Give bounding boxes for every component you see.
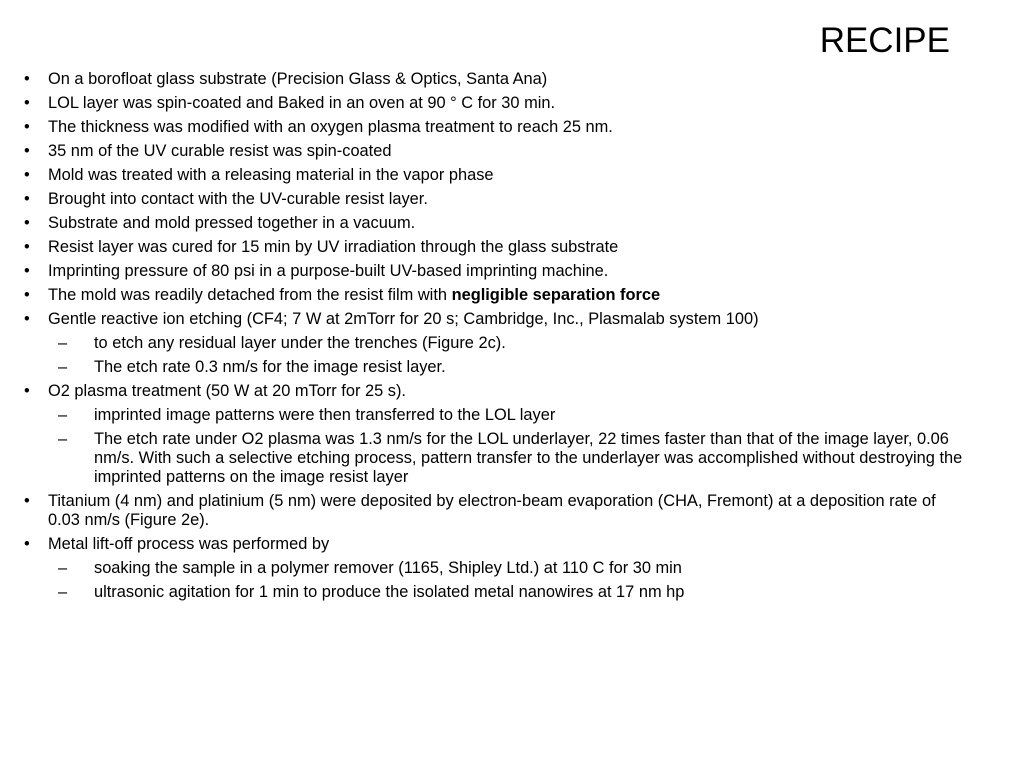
bullet-text: Metal lift-off process was performed by	[48, 535, 330, 553]
bullet-item	[24, 70, 964, 89]
bullet-text: LOL layer was spin-coated and Baked in an oven at 90 ° C for 30 min.	[48, 94, 556, 112]
sub-item	[48, 358, 964, 377]
sub-list	[48, 559, 964, 602]
dash-icon: –	[58, 583, 68, 601]
bullet-item	[24, 118, 964, 137]
bullet-text: Mold was treated with a releasing material in the vapor phase	[48, 166, 494, 184]
bullet-icon: •	[24, 310, 30, 328]
bullet-text: Brought into contact with the UV-curable resist layer.	[48, 190, 428, 208]
dash-icon: –	[58, 334, 68, 352]
bullet-item	[24, 142, 964, 161]
sub-list	[48, 334, 964, 377]
bullet-item	[24, 214, 964, 233]
bullet-text: Titanium (4 nm) and platinium (5 nm) were deposited by electron-beam evaporation (CHA, Fremont) at a deposition rate of 0.03 nm/s (Figure 2e).	[48, 492, 936, 529]
bullet-item	[24, 310, 964, 377]
sub-item-text: soaking the sample in a polymer remover (1165, Shipley Ltd.) at 110 C for 30 min	[94, 559, 682, 577]
bullet-emphasis: negligible separation force	[451, 286, 661, 304]
bullet-icon: •	[24, 94, 30, 112]
bullet-text: The mold was readily detached from the resist film with	[48, 286, 452, 304]
sub-item	[48, 430, 964, 487]
bullet-item	[24, 286, 964, 305]
bullet-icon: •	[24, 535, 30, 553]
bullet-text: O2 plasma treatment (50 W at 20 mTorr for 25 s).	[48, 382, 406, 400]
bullet-text: 35 nm of the UV curable resist was spin-coated	[48, 142, 392, 160]
sub-item	[48, 583, 964, 602]
bullet-icon: •	[24, 262, 30, 280]
bullet-item	[24, 94, 964, 113]
sub-list	[48, 406, 964, 487]
bullet-icon: •	[24, 238, 30, 256]
bullet-icon: •	[24, 214, 30, 232]
dash-icon: –	[58, 430, 68, 448]
dash-icon: –	[58, 406, 68, 424]
bullet-text: Gentle reactive ion etching (CF4; 7 W at 2mTorr for 20 s; Cambridge, Inc., Plasmalab system 100)	[48, 310, 759, 328]
dash-icon: –	[58, 358, 68, 376]
bullet-item	[24, 190, 964, 209]
bullet-icon: •	[24, 492, 30, 510]
bullet-list	[24, 70, 964, 607]
dash-icon: –	[58, 559, 68, 577]
bullet-text: Substrate and mold pressed together in a vacuum.	[48, 214, 416, 232]
bullet-item	[24, 382, 964, 487]
slide-title: RECIPE	[819, 21, 950, 60]
bullet-item	[24, 166, 964, 185]
bullet-text: Imprinting pressure of 80 psi in a purpose-built UV-based imprinting machine.	[48, 262, 609, 280]
sub-item-text: The etch rate 0.3 nm/s for the image resist layer.	[94, 358, 446, 376]
sub-item-text: imprinted image patterns were then transferred to the LOL layer	[94, 406, 556, 424]
bullet-icon: •	[24, 166, 30, 184]
bullet-icon: •	[24, 286, 30, 304]
sub-item-text: ultrasonic agitation for 1 min to produce the isolated metal nanowires at 17 nm hp	[94, 583, 685, 601]
bullet-icon: •	[24, 190, 30, 208]
bullet-item	[24, 238, 964, 257]
sub-item	[48, 559, 964, 578]
bullet-item	[24, 492, 964, 530]
bullet-text: The thickness was modified with an oxygen plasma treatment to reach 25 nm.	[48, 118, 613, 136]
bullet-text: On a borofloat glass substrate (Precision Glass & Optics, Santa Ana)	[48, 70, 548, 88]
sub-item-text: to etch any residual layer under the trenches (Figure 2c).	[94, 334, 506, 352]
bullet-item	[24, 262, 964, 281]
bullet-item	[24, 535, 964, 602]
bullet-icon: •	[24, 382, 30, 400]
sub-item-text: The etch rate under O2 plasma was 1.3 nm/s for the LOL underlayer, 22 times faster than that of the image layer, 0.06 nm/s. With such a selective etching process, pattern transfer to the underlayer was accomplished without destroying the imprinted patterns on the image resist layer	[94, 430, 963, 486]
bullet-icon: •	[24, 70, 30, 88]
sub-item	[48, 334, 964, 353]
bullet-text: Resist layer was cured for 15 min by UV irradiation through the glass substrate	[48, 238, 619, 256]
bullet-icon: •	[24, 142, 30, 160]
bullet-icon: •	[24, 118, 30, 136]
sub-item	[48, 406, 964, 425]
